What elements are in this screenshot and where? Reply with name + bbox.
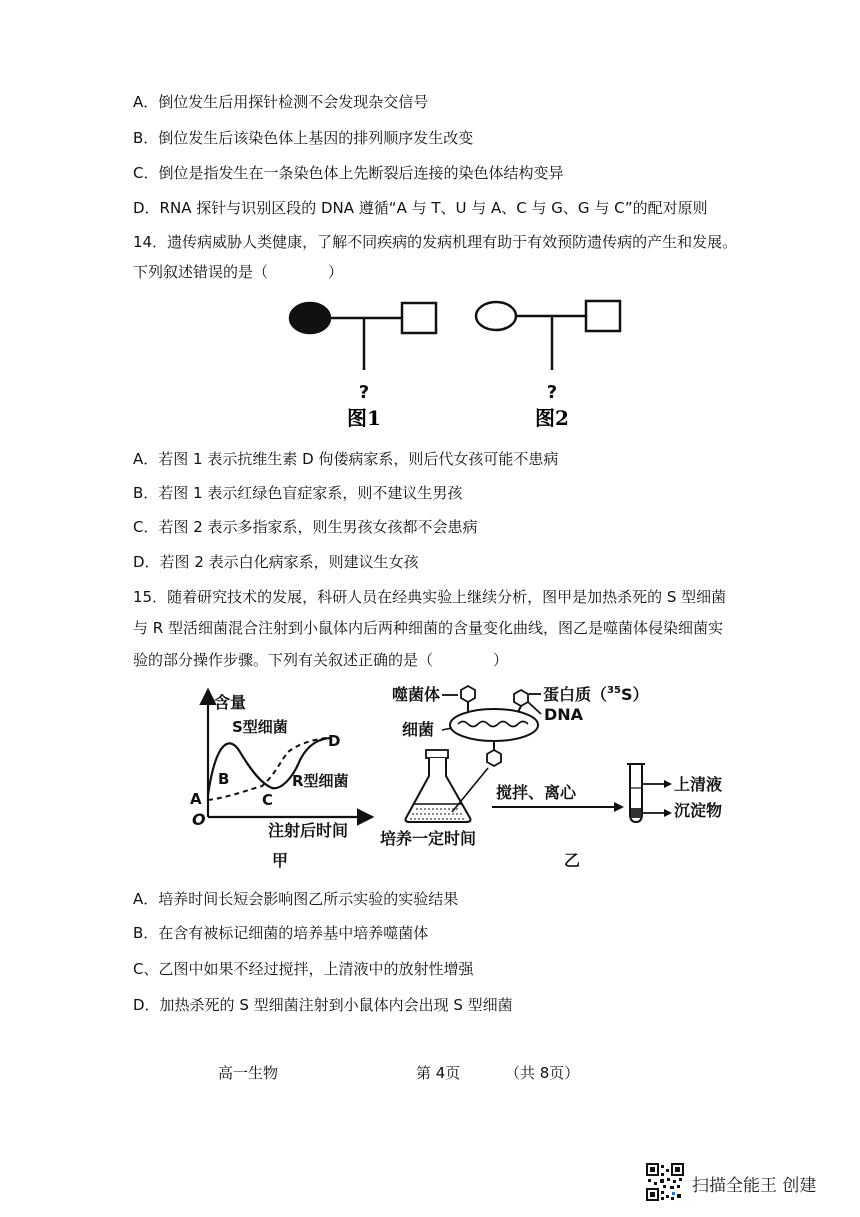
x-axis-label: 注射后时间 xyxy=(268,821,349,840)
footer-total: （共 8页） xyxy=(505,1064,580,1082)
q14-option-c: C．若图 2 表示多指家系，则生男孩女孩都不会患病 xyxy=(133,518,478,536)
bacteria-pointer-line xyxy=(442,728,452,730)
q14-option-b: B．若图 1 表示红绿色盲症家系，则不建议生男孩 xyxy=(133,484,463,502)
point-c-label: C xyxy=(262,791,274,809)
figure-yi-procedure xyxy=(376,680,766,875)
dna-label: DNA xyxy=(544,705,584,724)
q15-option-c: C、乙图中如果不经过搅拌，上清液中的放射性增强 xyxy=(133,960,474,978)
affected-female-symbol xyxy=(290,303,330,333)
qr-code-icon xyxy=(646,1163,684,1201)
pedigree-figure-2 xyxy=(476,301,620,430)
q14-option-a: A．若图 1 表示抗维生素 D 佝偻病家系，则后代女孩可能不患病 xyxy=(133,450,559,468)
q14-option-d: D．若图 2 表示白化病家系，则建议生女孩 xyxy=(133,553,419,571)
offspring-unknown-1: ? xyxy=(358,382,370,403)
bacteria-label: 细菌 xyxy=(402,720,435,739)
supernatant-label: 上清液 xyxy=(674,775,723,794)
q15-option-b: B．在含有被标记细菌的培养基中培养噬菌体 xyxy=(133,924,429,942)
figure-jia-caption: 甲 xyxy=(272,851,289,870)
point-b-label: B xyxy=(218,770,230,788)
r-type-label: R型细菌 xyxy=(292,772,349,790)
phage-left-icon xyxy=(461,686,475,712)
normal-male-symbol-1 xyxy=(402,303,436,333)
q15-stem-line3: 验的部分操作步骤。下列有关叙述正确的是（ ） xyxy=(133,651,509,669)
q15-option-a: A．培养时间长短会影响图乙所示实验的实验结果 xyxy=(133,890,459,908)
culture-label: 培养一定时间 xyxy=(380,829,477,848)
q14-stem-line1: 14．遗传病威胁人类健康，了解不同疾病的发病机理有助于有效预防遗传病的产生和发展。 xyxy=(133,233,738,251)
q13-option-d: D．RNA 探针与识别区段的 DNA 遵循“A 与 T、U 与 A、C 与 G、G 与 C”的配对原则 xyxy=(133,199,708,217)
point-a-label: A xyxy=(190,790,202,808)
q14-stem-line2: 下列叙述错误的是（ ） xyxy=(133,263,344,281)
watermark-text: 扫描全能王 创建 xyxy=(692,1176,817,1196)
s-type-label: S型细菌 xyxy=(232,718,288,736)
point-d-label: D xyxy=(328,732,341,750)
figure-yi-caption: 乙 xyxy=(564,851,581,870)
sediment-label: 沉淀物 xyxy=(674,801,723,820)
normal-female-symbol xyxy=(476,302,516,330)
figure-1-caption: 图1 xyxy=(347,406,381,430)
figure-2-caption: 图2 xyxy=(535,406,569,430)
step-arrow-head xyxy=(614,802,624,812)
stir-centrifuge-label: 搅拌、离心 xyxy=(496,783,577,802)
offspring-unknown-2: ? xyxy=(546,382,558,403)
y-axis-label: 含量 xyxy=(214,693,247,712)
q15-stem-line2: 与 R 型活细菌混合注射到小鼠体内后两种细菌的含量变化曲线，图乙是噬菌体侵染细菌实 xyxy=(133,619,723,637)
q13-option-b: B．倒位发生后该染色体上基因的排列顺序发生改变 xyxy=(133,129,474,147)
phage-bottom-icon xyxy=(487,741,501,766)
origin-label: O xyxy=(192,810,206,829)
protein-label: 蛋白质（$^{35}$S） xyxy=(543,685,649,704)
q13-option-a: A．倒位发生后用探针检测不会发现杂交信号 xyxy=(133,93,429,111)
footer-page: 第 4页 xyxy=(416,1064,461,1082)
dna-pointer-line xyxy=(528,702,541,714)
culture-flask-icon xyxy=(406,750,489,822)
q15-option-d: D．加热杀死的 S 型细菌注射到小鼠体内会出现 S 型细菌 xyxy=(133,996,513,1014)
q13-option-c: C．倒位是指发生在一条染色体上先断裂后连接的染色体结构变异 xyxy=(133,164,564,182)
phage-label: 噬菌体 xyxy=(392,685,441,704)
figure-jia-curves xyxy=(180,680,380,875)
footer-subject: 高一生物 xyxy=(218,1064,279,1082)
normal-male-symbol-2 xyxy=(586,301,620,331)
bacterium-cell xyxy=(450,709,538,741)
q15-stem-line1: 15．随着研究技术的发展，科研人员在经典实验上继续分析，图甲是加热杀死的 S 型细菌 xyxy=(133,588,727,606)
pedigree-figure-1 xyxy=(290,303,436,430)
pedigree-figures xyxy=(280,290,640,435)
